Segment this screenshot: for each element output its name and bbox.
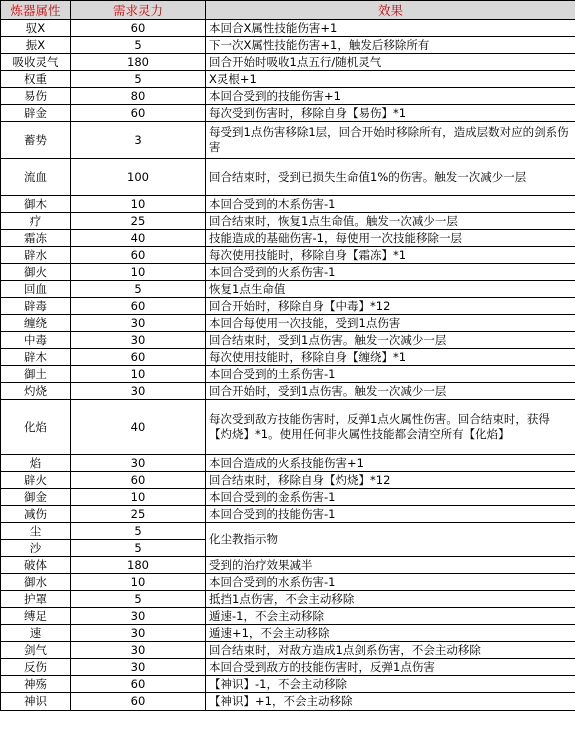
table-row: [1, 489, 575, 506]
table-row: [1, 366, 575, 383]
effect-cell: 回合结束时，受到已损失生命值1%的伤害。触发一次减少一层: [206, 159, 575, 196]
table-row: [1, 349, 575, 366]
table-row: [1, 332, 575, 349]
table-row: [1, 574, 575, 591]
effect-cell: 【神识】-1，不会主动移除: [206, 676, 575, 693]
table-row: [1, 159, 575, 196]
attr-cell: 剑气: [1, 642, 71, 659]
effect-cell: 本回合受到敌方的技能伤害时，反弹1点伤害: [206, 659, 575, 676]
effect-cell: 本回合受到的木系伤害-1: [206, 196, 575, 213]
effect-cell: 回合开始时，受到1点伤害。触发一次减少一层: [206, 383, 575, 400]
effect-cell: 本回合受到的火系伤害-1: [206, 264, 575, 281]
cost-cell: 30: [71, 642, 206, 659]
cost-cell: 10: [71, 366, 206, 383]
attr-cell: 缚足: [1, 608, 71, 625]
attr-cell: 辟金: [1, 105, 71, 122]
effect-cell: X灵根+1: [206, 71, 575, 88]
cost-cell: 5: [71, 523, 206, 540]
cost-cell: 5: [71, 281, 206, 298]
table-row: [1, 523, 575, 540]
cost-cell: 30: [71, 332, 206, 349]
effect-cell: 每受到1点伤害移除1层，回合开始时移除所有，造成层数对应的剑系伤害: [206, 122, 575, 159]
cost-cell: 30: [71, 455, 206, 472]
cost-cell: 30: [71, 608, 206, 625]
table-row: [1, 642, 575, 659]
effect-cell: 技能造成的基础伤害-1，每使用一次技能移除一层: [206, 230, 575, 247]
table-row: [1, 608, 575, 625]
attr-cell: 焰: [1, 455, 71, 472]
attr-cell: 中毒: [1, 332, 71, 349]
attr-cell: 御火: [1, 264, 71, 281]
attr-cell: 辟木: [1, 349, 71, 366]
attr-cell: 疗: [1, 213, 71, 230]
cost-cell: 5: [71, 71, 206, 88]
attr-cell: 回血: [1, 281, 71, 298]
attr-cell: 破体: [1, 557, 71, 574]
effect-cell: 回合结束时，恢复1点生命值。触发一次减少一层: [206, 213, 575, 230]
effect-cell: 恢复1点生命值: [206, 281, 575, 298]
cost-cell: 3: [71, 122, 206, 159]
table-row: [1, 230, 575, 247]
header-cost: 需求灵力: [71, 1, 206, 20]
cost-cell: 25: [71, 506, 206, 523]
effect-cell: 受到的治疗效果减半: [206, 557, 575, 574]
attr-cell: 灼烧: [1, 383, 71, 400]
cost-cell: 60: [71, 247, 206, 264]
cost-cell: 40: [71, 230, 206, 247]
table-row: [1, 659, 575, 676]
table-row: [1, 20, 575, 37]
attr-cell: 尘: [1, 523, 71, 540]
cost-cell: 25: [71, 213, 206, 230]
cost-cell: 5: [71, 540, 206, 557]
cost-cell: 5: [71, 591, 206, 608]
cost-cell: 60: [71, 349, 206, 366]
table-row: [1, 315, 575, 332]
effect-cell: 遁速+1，不会主动移除: [206, 625, 575, 642]
cost-cell: 60: [71, 693, 206, 711]
attr-cell: 神识: [1, 693, 71, 711]
effect-cell: 本回合受到的水系伤害-1: [206, 574, 575, 591]
cost-cell: 180: [71, 54, 206, 71]
table-row: [1, 298, 575, 315]
attr-cell: 减伤: [1, 506, 71, 523]
effect-cell: 本回合每使用一次技能，受到1点伤害: [206, 315, 575, 332]
cost-cell: 60: [71, 20, 206, 37]
cost-cell: 60: [71, 105, 206, 122]
table-row: [1, 506, 575, 523]
effect-cell: 本回合受到的技能伤害-1: [206, 506, 575, 523]
effect-cell: 本回合受到的金系伤害-1: [206, 489, 575, 506]
attr-cell: 护罩: [1, 591, 71, 608]
table-row: [1, 122, 575, 159]
cost-cell: 10: [71, 264, 206, 281]
effect-cell: 回合结束时，对敌方造成1点剑系伤害，不会主动移除: [206, 642, 575, 659]
header-effect: 效果: [206, 1, 575, 20]
effect-cell: 回合结束时，受到1点伤害。触发一次减少一层: [206, 332, 575, 349]
attr-cell: 御水: [1, 574, 71, 591]
effect-cell: 遁速-1，不会主动移除: [206, 608, 575, 625]
attr-cell: 神殇: [1, 676, 71, 693]
cost-cell: 30: [71, 315, 206, 332]
effect-cell: 每次使用技能时，移除自身【缠绕】*1: [206, 349, 575, 366]
attr-cell: 流血: [1, 159, 71, 196]
cost-cell: 10: [71, 574, 206, 591]
cost-cell: 60: [71, 298, 206, 315]
effect-cell: 本回合受到的技能伤害+1: [206, 88, 575, 105]
attr-cell: 御木: [1, 196, 71, 213]
cost-cell: 40: [71, 400, 206, 455]
effect-cell: 每次受到敌方技能伤害时，反弹1点火属性伤害。回合结束时，获得【灼烧】*1。使用任何非火属性技能都会清空所有【化焰】: [206, 400, 575, 455]
attr-cell: 化焰: [1, 400, 71, 455]
table-row: [1, 88, 575, 105]
effect-cell: 每次使用技能时，移除自身【霜冻】*1: [206, 247, 575, 264]
table-row: [1, 105, 575, 122]
effect-cell: 本回合受到的土系伤害-1: [206, 366, 575, 383]
effect-cell-merged: 化尘教指示物: [206, 523, 575, 557]
cost-cell: 10: [71, 489, 206, 506]
effect-cell: 抵挡1点伤害，不会主动移除: [206, 591, 575, 608]
effect-cell: 【神识】+1，不会主动移除: [206, 693, 575, 711]
cost-cell: 10: [71, 196, 206, 213]
table-row: [1, 676, 575, 693]
table-row: [1, 196, 575, 213]
table-row: [1, 693, 575, 711]
cost-cell: 100: [71, 159, 206, 196]
table-row: [1, 71, 575, 88]
effect-cell: 回合开始时，移除自身【中毒】*12: [206, 298, 575, 315]
attr-cell: 反伤: [1, 659, 71, 676]
table-row: [1, 472, 575, 489]
attr-cell: 速: [1, 625, 71, 642]
attr-cell: 沙: [1, 540, 71, 557]
attr-cell: 御金: [1, 489, 71, 506]
attr-cell: 辟火: [1, 472, 71, 489]
attr-cell: 权重: [1, 71, 71, 88]
table-row: [1, 625, 575, 642]
table-row: [1, 213, 575, 230]
attr-cell: 辟毒: [1, 298, 71, 315]
header-attr: 炼器属性: [1, 1, 71, 20]
attr-cell: 驭X: [1, 20, 71, 37]
table-row: [1, 591, 575, 608]
effect-cell: 本回合造成的火系技能伤害+1: [206, 455, 575, 472]
effect-cell: 回合开始时吸收1点五行/随机灵气: [206, 54, 575, 71]
table-row: [1, 54, 575, 71]
attr-cell: 振X: [1, 37, 71, 54]
cost-cell: 60: [71, 676, 206, 693]
table-row: [1, 37, 575, 54]
table-row: [1, 557, 575, 574]
attr-cell: 霜冻: [1, 230, 71, 247]
table-row: [1, 400, 575, 455]
cost-cell: 30: [71, 625, 206, 642]
table-row: [1, 455, 575, 472]
effect-cell: 回合结束时，移除自身【灼烧】*12: [206, 472, 575, 489]
cost-cell: 180: [71, 557, 206, 574]
effect-cell: 本回合X属性技能伤害+1: [206, 20, 575, 37]
cost-cell: 60: [71, 472, 206, 489]
cost-cell: 5: [71, 37, 206, 54]
table-row: [1, 383, 575, 400]
attr-cell: 辟水: [1, 247, 71, 264]
attr-cell: 吸收灵气: [1, 54, 71, 71]
table-header-row: [1, 1, 575, 20]
attr-cell: 易伤: [1, 88, 71, 105]
attr-cell: 蓄势: [1, 122, 71, 159]
effect-cell: 每次受到伤害时，移除自身【易伤】*1: [206, 105, 575, 122]
effect-cell: 下一次X属性技能伤害+1，触发后移除所有: [206, 37, 575, 54]
table-row: [1, 281, 575, 298]
table-row: [1, 264, 575, 281]
table-body: [1, 20, 575, 711]
cost-cell: 30: [71, 383, 206, 400]
attr-cell: 御土: [1, 366, 71, 383]
cost-cell: 30: [71, 659, 206, 676]
attr-cell: 缠绕: [1, 315, 71, 332]
cost-cell: 80: [71, 88, 206, 105]
table-row: [1, 247, 575, 264]
